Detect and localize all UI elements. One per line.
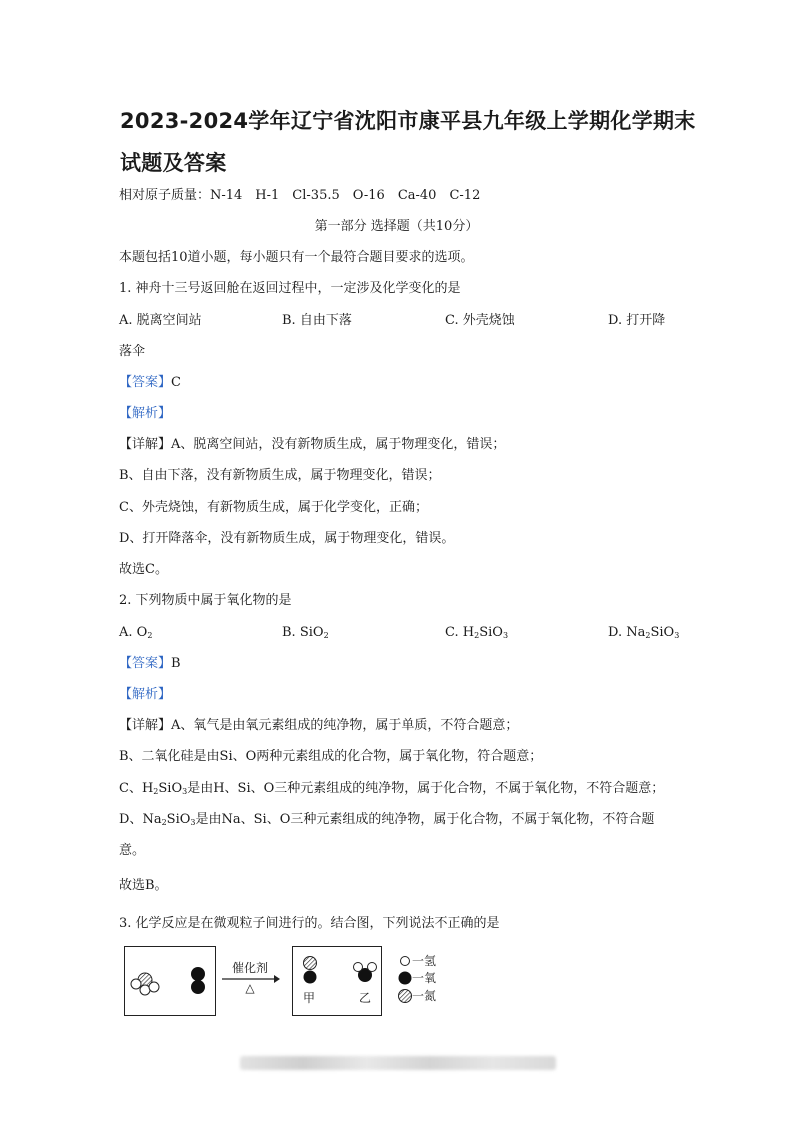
ammonia-molecule	[131, 973, 159, 995]
q1-answer	[119, 374, 181, 392]
q2-detail-1	[119, 717, 518, 735]
q2-detail-4-text: 是由Na、Si、O三种元素组成的纯净物，属于化合物，不属于氧化物，不符合题	[195, 812, 655, 827]
legend-hydrogen: 一氢	[412, 954, 437, 968]
q1-detail-3: C、外壳烧蚀，有新物质生成，属于化学变化，正确；	[119, 500, 428, 515]
q2-detail-1-text: A、氧气是由氧元素组成的纯净物，属于单质，不符合题意；	[171, 718, 519, 733]
q1-option-a: A. 脱离空间站	[119, 313, 202, 328]
q2-conclusion: 故选B。	[119, 878, 168, 893]
q1-option-d: D. 打开降	[608, 313, 666, 328]
q2-detail-4: D、$Na_2SiO_3$是由Na、Si、O三种元素组成的纯净物，属于化合物，不属于氧化物，不符合题	[119, 812, 655, 827]
q1-conclusion: 故选C。	[119, 562, 168, 577]
legend-nitrogen: 一氮	[412, 989, 437, 1003]
formula-part: H	[462, 625, 475, 640]
hydrogen-legend-icon	[398, 954, 412, 968]
q2-answer	[119, 655, 181, 673]
formula-part: SiO	[158, 781, 183, 796]
q2-option-a	[119, 624, 152, 645]
formula-part: H	[141, 781, 154, 796]
formula-sub: 2	[161, 818, 167, 827]
catalyst-label: 催化剂	[231, 961, 268, 975]
formula-sub: 3	[182, 787, 188, 796]
q1-stem: 1. 神舟十三号返回舱在返回过程中，一定涉及化学变化的是	[119, 281, 461, 296]
q2-analysis-tag: 【解析】	[119, 687, 172, 702]
formula-sub: 2	[645, 631, 651, 640]
q1-answer-value: C	[171, 375, 181, 390]
instructions: 本题包括10道小题，每小题只有一个最符合题目要求的选项。	[119, 250, 474, 265]
q2-option-b-letter: B.	[282, 625, 296, 640]
q2-option-a-formula	[137, 625, 153, 640]
formula-part: SiO	[650, 625, 675, 640]
reactant-molecules	[125, 947, 215, 1015]
formula-part: SiO	[299, 625, 324, 640]
detail-tag: 【详解】	[119, 718, 172, 733]
formula-part: SiO	[166, 812, 191, 827]
legend-oxygen: 一氧	[412, 971, 437, 985]
formula-part: Na	[142, 812, 162, 827]
oxygen-legend-icon	[397, 970, 413, 986]
q2-option-c-formula	[463, 625, 508, 640]
label-jia: 甲	[303, 991, 316, 1005]
q2-option-b-formula	[300, 625, 329, 640]
blurred-footer-watermark	[240, 1056, 556, 1070]
q1-option-b: B. 自由下落	[282, 313, 352, 328]
q2-option-b	[282, 624, 329, 645]
q1-analysis-tag: 【解析】	[119, 406, 172, 421]
q2-option-d-formula	[626, 625, 679, 640]
formula-part: Na	[626, 625, 646, 640]
q1-option-d-cont: 落伞	[119, 344, 146, 359]
page-title: 2023-2024学年辽宁省沈阳市康平县九年级上学期化学期末试题及答案	[120, 109, 696, 175]
q2-option-c	[445, 624, 508, 645]
q1-detail-1-text: A、脱离空间站，没有新物质生成，属于物理变化，错误；	[171, 437, 506, 452]
q1-detail-2: B、自由下落，没有新物质生成，属于物理变化，错误；	[119, 468, 441, 483]
products-box	[292, 946, 382, 1016]
formula-sub: 3	[674, 631, 680, 640]
q2-answer-value: B	[171, 656, 181, 671]
q2-detail-2: B、二氧化硅是由Si、O两种元素组成的化合物，属于氧化物，符合题意；	[119, 749, 543, 764]
formula-sub: 2	[153, 787, 159, 796]
q1-detail-4: D、打开降落伞，没有新物质生成，属于物理变化，错误。	[119, 531, 455, 546]
formula-sub: 2	[474, 631, 480, 640]
formula-sub: 3	[190, 818, 196, 827]
formula-part: O	[136, 625, 148, 640]
q3-stem: 3. 化学反应是在微观粒子间进行的。结合图，下列说法不正确的是	[119, 916, 500, 931]
label-yi: 乙	[359, 991, 372, 1005]
heat-symbol: △	[245, 981, 255, 995]
water-molecule	[354, 963, 377, 983]
formula-sub: 2	[147, 631, 153, 640]
answer-tag: 【答案】	[119, 375, 172, 390]
reactants-box	[124, 946, 216, 1016]
formula-sub: 2	[323, 631, 329, 640]
q2-option-d-letter: D.	[608, 625, 623, 640]
detail-tag: 【详解】	[119, 437, 172, 452]
oxygen-molecule	[191, 967, 205, 994]
nitrogen-molecule	[304, 957, 317, 984]
q2-detail-4-cont: 意。	[119, 843, 146, 858]
nitrogen-legend-icon	[397, 988, 413, 1004]
q1-detail-1	[119, 436, 505, 454]
q2-option-d	[608, 624, 679, 645]
q2-stem: 2. 下列物质中属于氧化物的是	[119, 593, 292, 608]
reaction-diagram	[120, 944, 460, 1018]
q1-option-c: C. 外壳烧蚀	[445, 313, 515, 328]
formula-part: SiO	[479, 625, 503, 640]
answer-tag: 【答案】	[119, 656, 172, 671]
part-heading: 第一部分 选择题（共10分）	[314, 219, 479, 234]
atomic-masses: 相对原子质量：N-14 H-1 Cl-35.5 O-16 Ca-40 C-12	[119, 188, 481, 203]
q2-detail-3: C、$H_2SiO_3$是由H、Si、O三种元素组成的纯净物，属于化合物，不属于氧化物，不符合题意；	[119, 781, 665, 796]
q2-detail-3-text: 是由H、Si、O三种元素组成的纯净物，属于化合物，不属于氧化物，不符合题意；	[187, 781, 665, 796]
q2-option-a-letter: A.	[119, 625, 133, 640]
formula-sub: 3	[502, 631, 509, 640]
q2-option-c-letter: C.	[445, 625, 459, 640]
